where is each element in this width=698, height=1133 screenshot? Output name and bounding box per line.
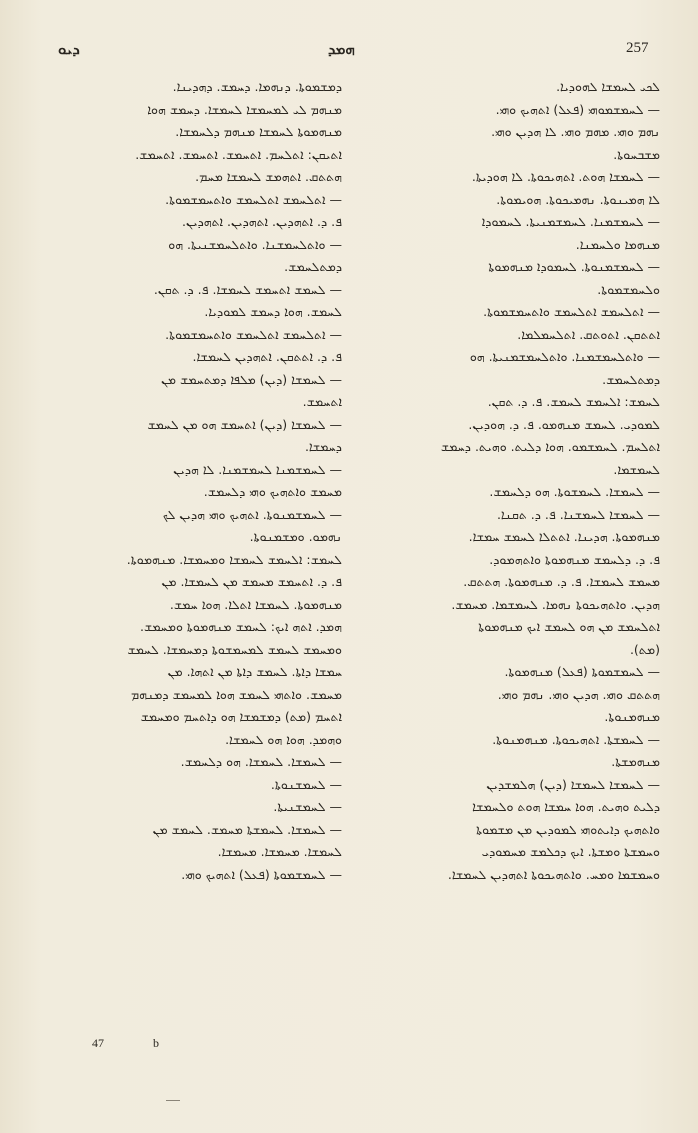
- text-line: — ܠܚܡܫܡܢܘܬܐ. ܐܬܗܝܟ ܘܗܝ ܗܕܝܢ ܠܟ: [162, 506, 342, 522]
- text-line: ܐܬܝܩܢ: ܐܬܠܚܡ. ܐܬܚܡܫ. ܐܬܚܡܫ. ܐܬܚܡܫ.: [135, 146, 342, 162]
- text-line: — ܠܚܡܫܡܢܘܬܐ. ܠܚܡܘܕܐ ܡܢܗܡܘܬܐ: [488, 259, 660, 274]
- signature-sheet: 47: [92, 1036, 104, 1050]
- text-line: — ܘܐܬܠܚܡܫܢܐ. ܘܐܬܠܚܡܫܢܝܬܐ. ܗܘ: [168, 236, 342, 252]
- text-line: ܦ. ܕ. ܕܠܚܡܫ ܡܢܗܡܘܬܐ ܘܐܬܗܡܘܕ.: [489, 551, 660, 567]
- header-center-word: ܗܡܕ: [328, 40, 355, 58]
- text-line: — ܐܬܠܚܡܫ ܐܬܠܚܡܫ ܘܐܬܚܡܫܡܘܬܐ.: [165, 326, 342, 342]
- text-line: ܠܚܡܫ: ܐܠܚܡܫ ܠܚܡܫ. ܦ. ܕ. ܬܩܢ.: [487, 394, 660, 409]
- text-line: ܗܡܕ. ܐܬܗ ܐܝܟ: ܠܚܡܫ ܡܢܗܡܘܬܐ ܘܡܚܡܫ.: [139, 619, 342, 634]
- text-line: ܠܡܘܕܝ. ܠܚܡܫ ܡܢܗܡܘ. ܦ. ܕ. ܗܘܕܝܢ.: [468, 416, 660, 432]
- text-line: ܡܚܡܫ ܠܚܡܫܐ. ܦ. ܕ. ܡܢܗܡܘܬܐ. ܗܬܬܩ.: [463, 574, 660, 589]
- text-line: — ܘܐܬܠܚܡܫܡܢܐ. ܘܐܬܠܚܡܫܡܢܝܬܐ. ܗܘ: [469, 349, 660, 364]
- text-line: — ܠܚܡܫܡܢܐ. ܠܚܡܫܡܢܝܬܐ. ܠܚܡܘܕܐ: [481, 214, 660, 229]
- text-line: ܠܚܡܫܡܐ.: [613, 461, 660, 477]
- text-line: ܕܠܝܬ ܘܗܝܬ. ܗܘܐ ܚܡܫܐ ܗܘܬ ܘܠܚܡܫܐ: [472, 799, 660, 814]
- text-line: ܐܬܚܡ (ܡܬ) ܕܡܫܡܫܐ ܗܘ ܕܐܬܚܡ ܘܡܚܡܫ: [140, 709, 342, 724]
- text-line: ܦ. ܕ. ܐܬܚܡܫ ܡܚܡܫ ܡܢ ܠܚܡܫܐ. ܡܢ: [161, 574, 342, 589]
- text-line: ܕܡܫܡܘܬܐ. ܕܢܗܡܐ. ܕܚܡܫ. ܕܗܕܝܢܐ.: [172, 79, 342, 94]
- text-line: ܘܚܡܫܬܐ ܘܡܫܬܐ. ܐܝܟ ܕܟܠܡܫ ܡܚܡܘܕܝ: [481, 844, 660, 859]
- text-line: ܡܢܗܡܘܬܐ. ܠܚܡܫܐ ܐܬܠܐ. ܗܘܐ ܚܡܫ.: [169, 596, 342, 612]
- text-line: — ܠܚܡܫܐ ܗܘܬ. ܐܬܗܝܟܘܬܐ. ܠܐ ܗܘܕܝܬܐ.: [471, 169, 660, 184]
- text-line: ܡܢܗܡܫܬܐ.: [611, 754, 660, 769]
- text-line: ܐܬܚܡܫ.: [302, 394, 342, 409]
- text-line: — ܠܚܡܫܡܘܬܐ (ܦܥܠ) ܡܢܗܡܘܬܐ.: [504, 664, 660, 679]
- text-line: ܠܚܡܫܐ. ܡܚܡܫܐ. ܡܚܡܫܐ.: [217, 844, 342, 859]
- text-line: ܘܚܡܫܡܐ ܘܡܚ. ܘܐܬܗܝܟܘܬܐ ܐܬܗܕܝܢ ܠܚܡܫܐ.: [447, 866, 660, 882]
- header-left-word: ܕܝܘ: [58, 40, 80, 58]
- text-line: ܢܗܡ ܘܗܝ. ܡܗܡ ܘܗܝ. ܠܐ ܗܕܝܢ ܘܗܝ.: [491, 124, 660, 139]
- text-line: ܗܬܬܩ. ܐܬܗܡܫ ܠܚܡܫܐ ܡܚܡ.: [195, 169, 342, 184]
- text-line: — ܠܚܡܫܐ. ܠܚܡܫܘܬܐ. ܗܘ ܕܠܚܡܫ.: [489, 484, 660, 499]
- text-line: ܕܚܡܫܐ.: [304, 439, 342, 454]
- text-line: — ܠܚܡܫܐ (ܕܝܢ) ܡܠܦܐ ܕܡܬܚܡܫ ܡܢ: [161, 371, 342, 387]
- text-line: ܡܢܗܡ ܠܝ ܠܡܚܡܫܐ ܠܚܡܫܐ. ܕܚܡܫ ܗܘܐ: [147, 101, 342, 117]
- bottom-mark: [166, 1100, 180, 1101]
- signature-mark: b: [153, 1036, 159, 1050]
- text-line: ܡܢܗܡܐ ܘܠܚܡܢܐ.: [575, 236, 660, 252]
- text-line: — ܠܚܡܫܢܘܬܐ.: [270, 776, 342, 792]
- text-line: — ܠܚܡܫܐ. ܠܚܡܫܐ. ܗܘ ܕܠܚܡܫ.: [180, 754, 342, 769]
- text-line: — ܠܚܡܫ ܐܬܚܡܫ ܠܚܡܫܐ. ܦ. ܕ. ܬܩܢ.: [153, 281, 342, 297]
- page-number: 257: [626, 40, 649, 56]
- text-line: (ܡܬ).: [629, 641, 660, 657]
- right-column: [370, 76, 660, 886]
- text-line: ܠܚܡܫ. ܗܘܐ ܕܚܡܫ ܠܡܘܕܝܐ.: [204, 304, 342, 319]
- text-line: — ܠܚܡܫܐ ܠܚܡܫܐ (ܕܝܢ) ܗܠܡܫܕܝܢ: [486, 776, 660, 792]
- text-line: ܘܗܡܕ. ܗܘܐ ܗܘ ܠܚܡܫܐ.: [225, 731, 342, 747]
- text-line: — ܠܚܡܫܡܘܗܝ (ܦܥܠ) ܐܬܗܝܟ ܘܗܝ.: [495, 101, 660, 117]
- text-line: ܡܢܗܡܘܬܐ. ܗܕܝܢܐ. ܐܬܬܠܐ ܠܚܡܫ ܚܡܫܐ.: [468, 529, 660, 544]
- text-line: ܠܚܡܫ: ܐܠܚܡܫ ܠܚܡܫܐ ܘܡܚܡܫܐ. ܡܢܗܡܘܬܐ.: [126, 551, 342, 567]
- text-line: — ܠܚܡܫܬܐ. ܐܬܗܝܟܘܬܐ. ܡܢܗܡܢܘܬܐ.: [492, 731, 660, 747]
- text-line: ܡܚܡܫ. ܘܐܬܗܝ ܠܚܡܫ ܗܘܐ ܠܡܚܡܫ ܕܡܢܗܡ: [131, 686, 342, 702]
- text-line: ܡܚܡܫ ܘܐܬܗܝܟ ܘܗܝ ܕܠܚܡܫ.: [203, 484, 342, 499]
- text-line: ܢܗܡܘ. ܘܡܫܡܢܘܬܐ.: [249, 529, 342, 544]
- text-line: ܘܡܚܡܫ ܠܚܡܫ ܠܡܚܡܫܘܬܐ ܕܡܚܡܫܐ. ܠܚܡܫ: [127, 641, 342, 657]
- text-line: ܠܐ ܗܡܝܢܘܬܐ. ܢܗܡܝܟܘܬܐ. ܗܘܝܡܘܬܐ.: [496, 191, 660, 207]
- text-line: ܗܕܝܢ. ܘܐܬܗܝܟܘܬܐ ܢܗܡܐ. ܠܚܡܫܡܐ. ܡܚܡܫ.: [451, 596, 660, 612]
- text-line: ܐܬܠܚܡܫ ܡܢ ܗܘ ܠܚܡܫ ܐܝܟ ܡܢܗܡܘܬܐ: [478, 619, 660, 634]
- text-line: ܠܟܝ ܠܚܡܫܐ ܠܗܘܕܝܐ.: [556, 79, 660, 94]
- text-line: ܘܠܚܡܫܡܘܬܐ.: [597, 281, 660, 297]
- text-line: ܐܬܠܚܡ. ܠܚܡܫܡܘ. ܗܘܐ ܕܠܝܬ. ܘܗܝܬ. ܕܚܡܫ: [440, 439, 660, 454]
- text-line: ܐܬܬܩܢ. ܐܬܘܬܩ. ܐܬܠܚܡܠܡܐ.: [517, 326, 660, 342]
- text-line: — ܠܚܡܫܐ (ܕܝܢ) ܐܬܚܡܫ ܗܘ ܡܢ ܠܚܡܫ: [147, 416, 342, 432]
- text-line: ܚܡܫܐ ܕܐܬܐ. ܠܚܡܫ ܕܐܬܐ ܡܢ ܐܬܗܐ. ܡܢ: [167, 664, 342, 679]
- text-line: ܡܢܗܡܘܬܐ ܠܚܡܫܐ ܡܢܗܡ ܕܠܚܡܫܐ.: [175, 124, 342, 139]
- text-line: — ܠܚܡܫܐ ܠܚܡܫܢܐ. ܦ. ܕ. ܬܩܢܐ.: [496, 506, 660, 522]
- text-line: ܦ. ܕ. ܐܬܬܩܢ. ܐܬܗܕܝܢ ܠܚܡܫܐ.: [192, 349, 342, 364]
- running-header: [0, 40, 698, 70]
- text-line: ܘܐܬܗܝܟ ܕܐܝܬܘܗܝ ܠܡܘܕܝܢ ܡܢ ܡܫܡܘܬܐ: [476, 821, 660, 837]
- text-line: — ܠܚܡܫܢܝܬܐ.: [273, 799, 342, 814]
- printer-signature: [92, 1036, 205, 1051]
- text-line: ܡܢܗܡܢܘܬܐ.: [604, 709, 660, 724]
- text-line: — ܐܬܠܚܡܫ ܐܬܠܚܡܫ ܘܐܬܚܡܫܡܘܬܐ.: [483, 304, 660, 319]
- text-line: ܕܡܬܠܚܡܫ.: [602, 371, 660, 387]
- text-line: — ܠܚܡܫܡܢܐ ܠܚܡܫܡܢܐ. ܠܐ ܗܕܝܢ: [173, 461, 342, 477]
- text-line: ܕܡܬܠܚܡܫ.: [284, 259, 342, 274]
- text-line: ܦ. ܕ. ܐܬܗܕܝܢ. ܐܬܗܕܝܢ. ܐܬܗܕܝܢ.: [182, 214, 342, 229]
- text-line: ܡܫܒܚܘܬܐ.: [613, 146, 660, 162]
- text-line: — ܐܬܠܚܡܫ ܐܬܠܚܡܫ ܘܐܬܚܡܫܡܘܬܐ.: [165, 191, 342, 207]
- text-line: — ܠܚܡܫܡܘܬܐ (ܦܥܠ) ܐܬܗܝܟ ܘܗܝ.: [181, 866, 342, 882]
- text-line: — ܠܚܡܫܐ. ܠܚܡܫܬܐ ܡܚܡܫ. ܠܚܡܫ ܡܢ: [152, 821, 342, 837]
- left-column: [52, 76, 342, 886]
- text-line: ܗܬܬܩ ܘܗܝ. ܗܕܝܢ ܘܗܝ. ܢܗܡ ܘܗܝ.: [497, 686, 660, 702]
